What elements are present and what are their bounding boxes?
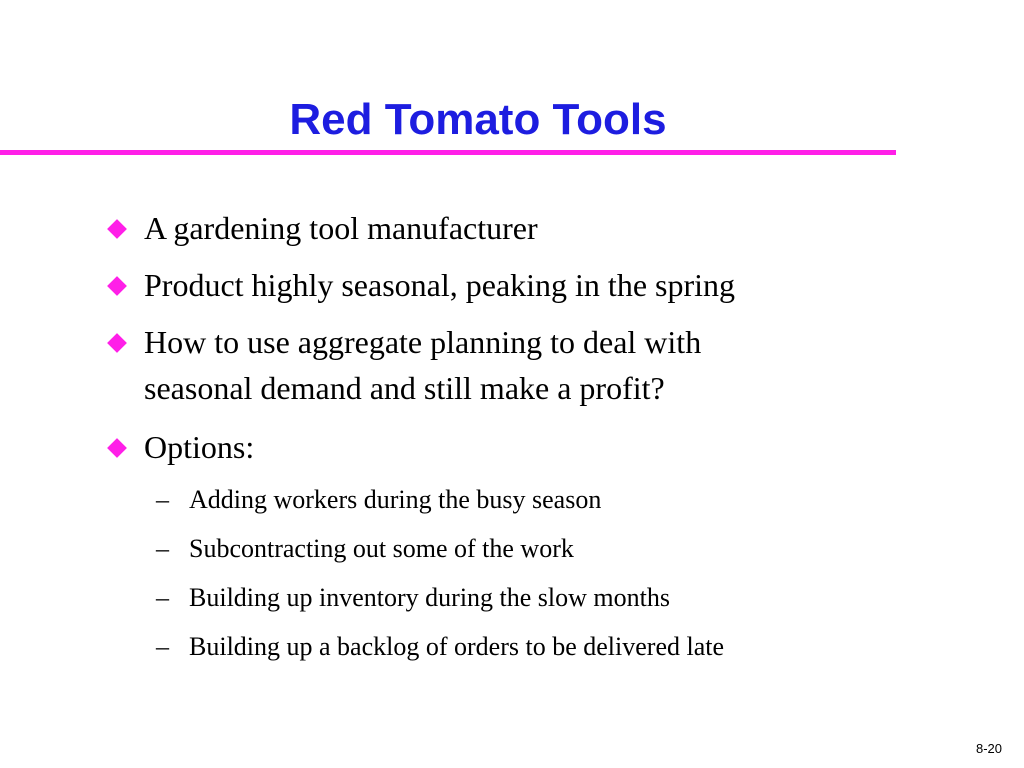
bullet-item: Product highly seasonal, peaking in the spring <box>144 267 736 303</box>
diamond-bullet-icon <box>107 333 127 353</box>
diamond-bullet-icon <box>107 438 127 458</box>
page-number: 8-20 <box>975 741 1002 756</box>
dash-marker: – <box>156 485 169 514</box>
subbullet-item: Adding workers during the busy season <box>189 485 602 514</box>
diamond-bullet-icon <box>107 276 127 296</box>
subbullet-item: Subcontracting out some of the work <box>189 534 574 563</box>
subbullet-item: Building up inventory during the slow months <box>189 583 670 612</box>
dash-marker: – <box>156 632 169 661</box>
slide-title: Red Tomato Tools <box>289 95 667 144</box>
bullet-item-line: How to use aggregate planning to deal with <box>144 324 702 360</box>
dash-marker: – <box>156 583 169 612</box>
diamond-bullet-icon <box>107 219 127 239</box>
bullet-item: Options: <box>144 429 255 465</box>
bullet-item-line: seasonal demand and still make a profit? <box>144 370 665 406</box>
bullet-item: A gardening tool manufacturer <box>144 210 538 246</box>
dash-marker: – <box>156 534 169 563</box>
subbullet-item: Building up a backlog of orders to be delivered late <box>189 632 725 661</box>
